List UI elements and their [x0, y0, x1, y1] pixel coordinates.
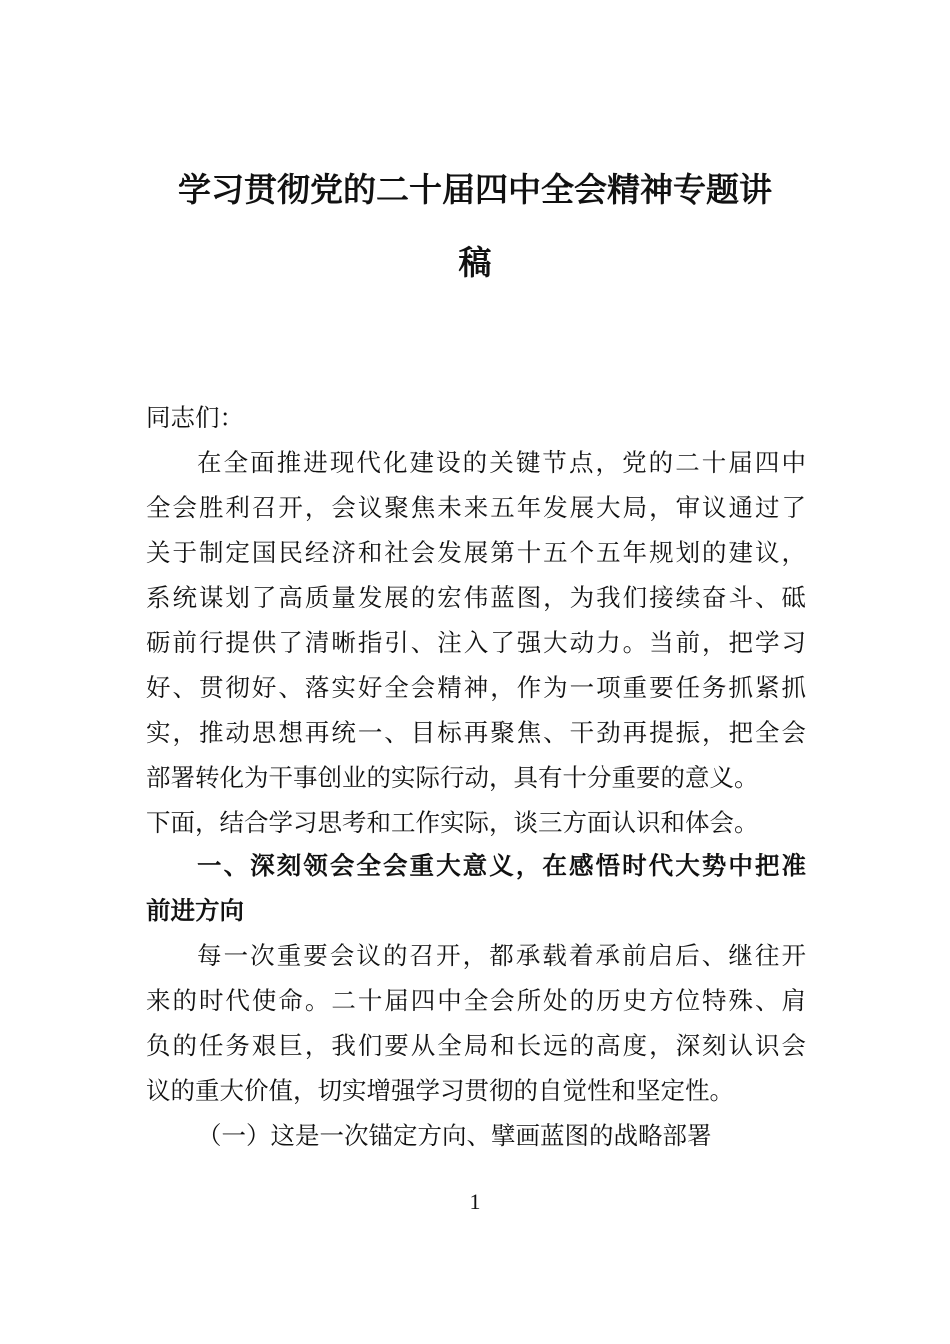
paragraph-2-line: 议的重大价值，切实增强学习贯彻的自觉性和坚定性。	[146, 1076, 734, 1105]
subsection-heading: （一）这是一次锚定方向、擘画蓝图的战略部署	[197, 1121, 712, 1150]
paragraph-1-line: 全会胜利召开，会议聚焦未来五年发展大局，审议通过了	[146, 493, 806, 522]
paragraph-1-line: 部署转化为干事创业的实际行动，具有十分重要的意义。	[146, 763, 759, 792]
page-number: 1	[469, 1189, 481, 1214]
paragraph-1-line: 下面，结合学习思考和工作实际，谈三方面认识和体会。	[146, 808, 759, 837]
paragraph-2-line: 负的任务艰巨，我们要从全局和长远的高度，深刻认识会	[146, 1031, 806, 1060]
paragraph-2-line: 来的时代使命。二十届四中全会所处的历史方位特殊、肩	[146, 986, 806, 1015]
paragraph-1-line: 关于制定国民经济和社会发展第十五个五年规划的建议，	[146, 538, 806, 567]
paragraph-1-line: 实，推动思想再统一、目标再聚焦、干劲再提振，把全会	[146, 718, 806, 747]
paragraph-1-line: 在全面推进现代化建设的关键节点，党的二十届四中	[197, 448, 806, 477]
section-heading-line: 一、深刻领会全会重大意义，在感悟时代大势中把准	[197, 851, 806, 880]
salutation: 同志们：	[146, 403, 244, 432]
paragraph-1-line: 系统谋划了高质量发展的宏伟蓝图，为我们接续奋斗、砥	[146, 583, 806, 612]
document-title-line-1: 学习贯彻党的二十届四中全会精神专题讲	[178, 170, 772, 209]
paragraph-1-line: 砺前行提供了清晰指引、注入了强大动力。当前，把学习	[146, 628, 806, 657]
section-heading-line: 前进方向	[146, 896, 244, 925]
document-title-line-2: 稿	[458, 243, 492, 282]
paragraph-1-line: 好、贯彻好、落实好全会精神，作为一项重要任务抓紧抓	[146, 673, 806, 702]
paragraph-2-line: 每一次重要会议的召开，都承载着承前启后、继往开	[197, 941, 806, 970]
